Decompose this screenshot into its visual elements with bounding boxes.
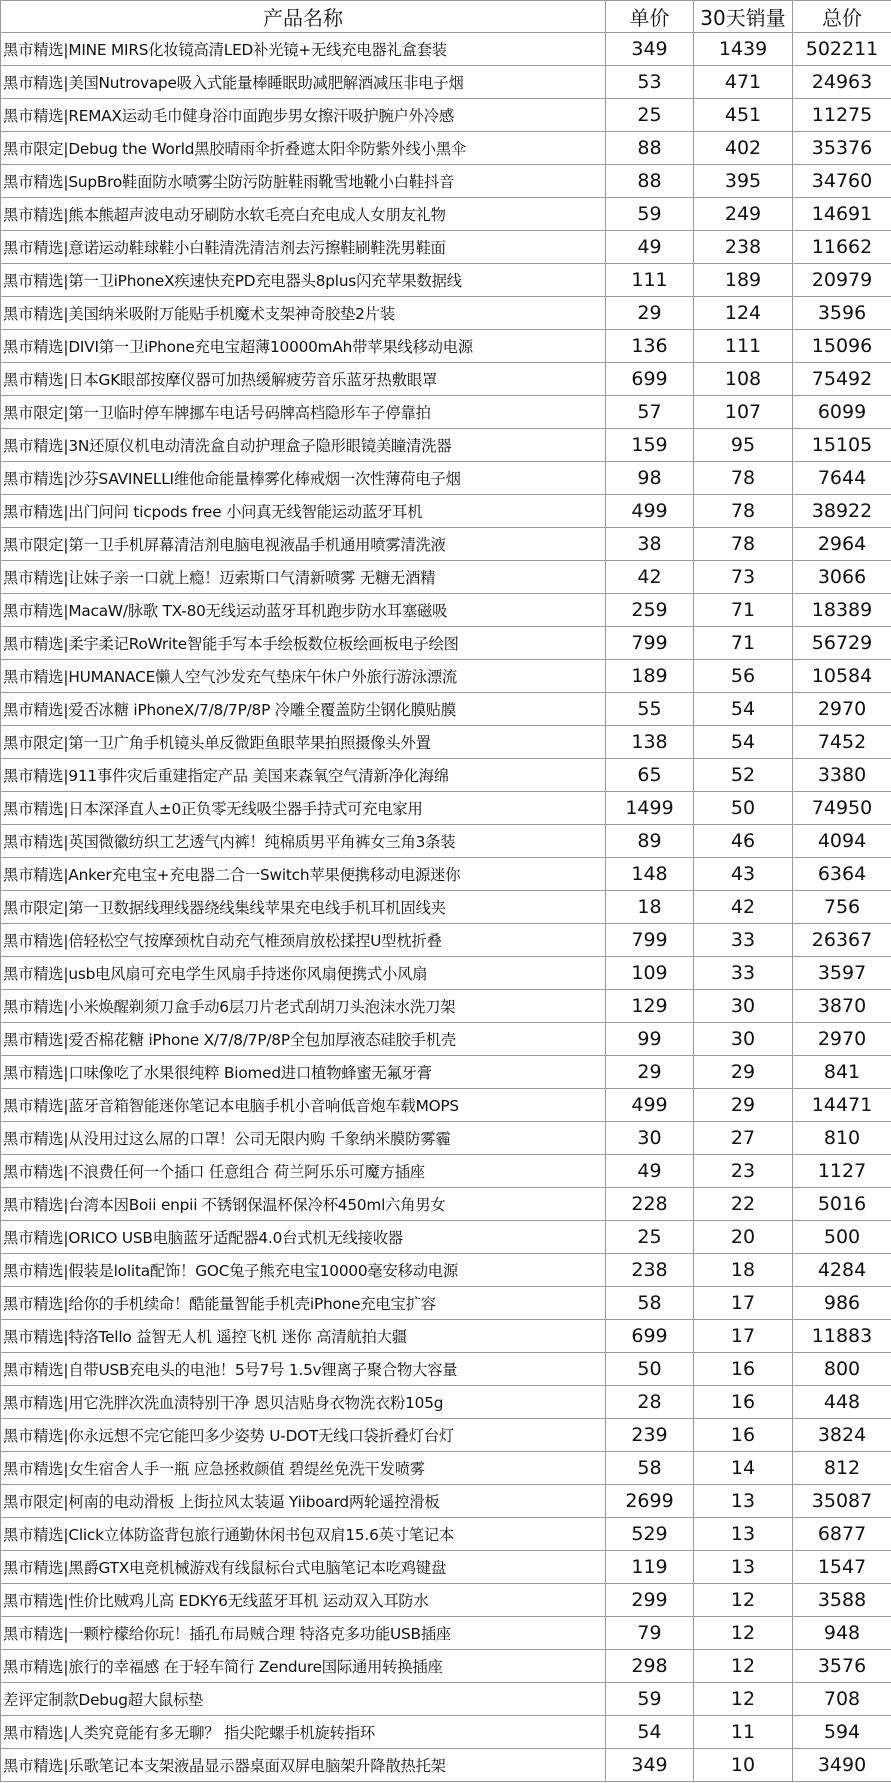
table-row [1,957,891,990]
unit-price-cell: 53 [606,66,694,99]
product-name-cell: 黑市精选|你永远想不完它能凹多少姿势 U-DOT无线口袋折叠灯台灯 [1,1419,606,1452]
sales-30d-cell: 42 [694,891,793,924]
sales-30d-cell: 13 [694,1485,793,1518]
product-name-cell: 黑市精选|REMAX运动毛巾健身浴巾面跑步男女擦汗吸护腕户外冷感 [1,99,606,132]
total-price-cell: 841 [793,1056,891,1089]
product-name-cell: 黑市精选|沙芬SAVINELLI维他命能量棒雾化棒戒烟一次性薄荷电子烟 [1,462,606,495]
table-row [1,1716,891,1749]
product-name-cell: 黑市精选|HUMANACE懒人空气沙发充气垫床午休户外旅行游泳漂流 [1,660,606,693]
sales-30d-cell: 12 [694,1683,793,1716]
product-name-cell: 黑市限定|第一卫临时停车牌挪车电话号码牌高档隐形车子停靠拍 [1,396,606,429]
product-name-cell: 黑市精选|Anker充电宝+充电器二合一Switch苹果便携移动电源迷你 [1,858,606,891]
unit-price-cell: 299 [606,1584,694,1617]
unit-price-cell: 50 [606,1353,694,1386]
total-price-cell: 20979 [793,264,891,297]
table-row [1,330,891,363]
product-name-cell: 黑市限定|柯南的电动滑板 上街拉风太装逼 Yiiboard两轮遥控滑板 [1,1485,606,1518]
unit-price-cell: 49 [606,231,694,264]
unit-price-cell: 59 [606,198,694,231]
total-price-cell: 4284 [793,1254,891,1287]
table-row [1,1056,891,1089]
total-price-cell: 24963 [793,66,891,99]
product-name-cell: 黑市精选|不浪费任何一个插口 任意组合 荷兰阿乐乐可魔方插座 [1,1155,606,1188]
product-name-cell: 黑市精选|911事件灾后重建指定产品 美国来森氧空气清新净化海绵 [1,759,606,792]
sales-30d-cell: 1439 [694,33,793,66]
unit-price-cell: 38 [606,528,694,561]
unit-price-cell: 25 [606,99,694,132]
unit-price-cell: 28 [606,1386,694,1419]
sales-30d-cell: 78 [694,495,793,528]
product-name-cell: 黑市精选|英国微徽纺织工艺透气内裤！纯棉质男平角裤女三角3条装 [1,825,606,858]
table-row [1,1650,891,1683]
unit-price-cell: 25 [606,1221,694,1254]
sales-30d-cell: 71 [694,594,793,627]
table-row [1,297,891,330]
total-price-cell: 14471 [793,1089,891,1122]
product-name-cell: 黑市精选|爱否棉花糖 iPhone X/7/8/7P/8P全包加厚液态硅胶手机壳 [1,1023,606,1056]
total-price-cell: 11275 [793,99,891,132]
total-price-cell: 6099 [793,396,891,429]
product-name-cell: 黑市精选|给你的手机续命！酷能量智能手机壳iPhone充电宝扩容 [1,1287,606,1320]
sales-30d-cell: 13 [694,1518,793,1551]
total-price-cell: 812 [793,1452,891,1485]
product-name-cell: 黑市精选|从没用过这么屌的口罩！公司无限内购 千象纳米膜防雾霾 [1,1122,606,1155]
product-name-cell: 黑市精选|让妹子亲一口就上瘾！迈索斯口气清新喷雾 无糖无酒精 [1,561,606,594]
table-row [1,627,891,660]
table-row [1,198,891,231]
unit-price-cell: 259 [606,594,694,627]
sales-30d-cell: 13 [694,1551,793,1584]
total-price-cell: 7644 [793,462,891,495]
product-name-cell: 黑市精选|日本GK眼部按摩仪器可加热缓解疲劳音乐蓝牙热敷眼罩 [1,363,606,396]
table-row [1,495,891,528]
table-row [1,1023,891,1056]
total-price-cell: 1547 [793,1551,891,1584]
total-price-cell: 594 [793,1716,891,1749]
product-name-cell: 黑市精选|假装是lolita配饰！GOC兔子熊充电宝10000毫安移动电源 [1,1254,606,1287]
table-row [1,858,891,891]
table-row [1,759,891,792]
unit-price-cell: 65 [606,759,694,792]
sales-30d-cell: 12 [694,1584,793,1617]
product-name-cell: 黑市精选|用它洗胖次洗血渍特别干净 恩贝洁贴身衣物洗衣粉105g [1,1386,606,1419]
unit-price-cell: 228 [606,1188,694,1221]
product-name-cell: 黑市精选|出门问问 ticpods free 小问真无线智能运动蓝牙耳机 [1,495,606,528]
unit-price-cell: 148 [606,858,694,891]
table-row [1,1221,891,1254]
total-price-cell: 986 [793,1287,891,1320]
total-price-cell: 3588 [793,1584,891,1617]
table-body [1,33,891,1782]
table-row [1,33,891,66]
sales-30d-cell: 56 [694,660,793,693]
table-row [1,594,891,627]
table-row [1,231,891,264]
sales-30d-cell: 402 [694,132,793,165]
sales-30d-cell: 16 [694,1353,793,1386]
product-name-cell: 黑市精选|旅行的幸福感 在于轻车简行 Zendure国际通用转换插座 [1,1650,606,1683]
sales-30d-cell: 22 [694,1188,793,1221]
header-name: 产品名称 [1,1,606,33]
table-row [1,561,891,594]
unit-price-cell: 699 [606,1320,694,1353]
product-name-cell: 黑市精选|3N还原仪机电动清洗盒自动护理盒子隐形眼镜美瞳清洗器 [1,429,606,462]
sales-30d-cell: 16 [694,1386,793,1419]
sales-30d-cell: 54 [694,726,793,759]
sales-30d-cell: 50 [694,792,793,825]
total-price-cell: 448 [793,1386,891,1419]
table-row [1,264,891,297]
sales-30d-cell: 78 [694,462,793,495]
table-row [1,1386,891,1419]
sales-30d-cell: 11 [694,1716,793,1749]
unit-price-cell: 111 [606,264,694,297]
total-price-cell: 2964 [793,528,891,561]
unit-price-cell: 49 [606,1155,694,1188]
unit-price-cell: 57 [606,396,694,429]
product-name-cell: 黑市精选|SupBro鞋面防水喷雾尘防污防脏鞋雨靴雪地靴小白鞋抖音 [1,165,606,198]
product-name-cell: 黑市精选|性价比贼鸡儿高 EDKY6无线蓝牙耳机 运动双入耳防水 [1,1584,606,1617]
table-row [1,1155,891,1188]
product-name-cell: 黑市限定|Debug the World黑胶晴雨伞折叠遮太阳伞防紫外线小黑伞 [1,132,606,165]
unit-price-cell: 29 [606,1056,694,1089]
total-price-cell: 502211 [793,33,891,66]
product-name-cell: 黑市精选|女生宿舍人手一瓶 应急拯救颜值 碧缇丝免洗干发喷雾 [1,1452,606,1485]
table-row [1,1287,891,1320]
unit-price-cell: 499 [606,1089,694,1122]
total-price-cell: 1127 [793,1155,891,1188]
table-row [1,1254,891,1287]
table-row [1,990,891,1023]
header-total: 总价 [793,1,891,33]
table-row [1,693,891,726]
total-price-cell: 26367 [793,924,891,957]
unit-price-cell: 799 [606,627,694,660]
table-row [1,726,891,759]
sales-30d-cell: 29 [694,1089,793,1122]
product-name-cell: 黑市精选|日本深泽直人±0正负零无线吸尘器手持式可充电家用 [1,792,606,825]
sales-30d-cell: 249 [694,198,793,231]
product-name-cell: 黑市限定|第一卫数据线理线器绕线集线苹果充电线手机耳机固线夹 [1,891,606,924]
sales-30d-cell: 54 [694,693,793,726]
product-name-cell: 黑市精选|第一卫iPhoneX疾速快充PD充电器头8plus闪充苹果数据线 [1,264,606,297]
unit-price-cell: 129 [606,990,694,1023]
table-row [1,660,891,693]
unit-price-cell: 58 [606,1452,694,1485]
sales-30d-cell: 451 [694,99,793,132]
total-price-cell: 3576 [793,1650,891,1683]
total-price-cell: 15105 [793,429,891,462]
unit-price-cell: 109 [606,957,694,990]
unit-price-cell: 159 [606,429,694,462]
product-name-cell: 黑市精选|一颗柠檬给你玩！插孔布局贼合理 特洛克多功能USB插座 [1,1617,606,1650]
total-price-cell: 3380 [793,759,891,792]
table-row [1,1485,891,1518]
total-price-cell: 75492 [793,363,891,396]
unit-price-cell: 88 [606,165,694,198]
unit-price-cell: 88 [606,132,694,165]
total-price-cell: 5016 [793,1188,891,1221]
product-name-cell: 黑市精选|人类究竟能有多无聊？ 指尖陀螺手机旋转指环 [1,1716,606,1749]
sales-30d-cell: 33 [694,924,793,957]
unit-price-cell: 699 [606,363,694,396]
unit-price-cell: 239 [606,1419,694,1452]
product-name-cell: 黑市精选|熊本熊超声波电动牙刷防水软毛亮白充电成人女朋友礼物 [1,198,606,231]
product-name-cell: 黑市精选|口味像吃了水果很纯粹 Biomed进口植物蜂蜜无氟牙膏 [1,1056,606,1089]
product-name-cell: 黑市精选|自带USB充电头的电池！5号7号 1.5v锂离子聚合物大容量 [1,1353,606,1386]
total-price-cell: 7452 [793,726,891,759]
sales-30d-cell: 17 [694,1320,793,1353]
table-row [1,1584,891,1617]
total-price-cell: 6877 [793,1518,891,1551]
table-row [1,792,891,825]
product-name-cell: 黑市精选|柔宇柔记RoWrite智能手写本手绘板数位板绘画板电子绘图 [1,627,606,660]
sales-30d-cell: 29 [694,1056,793,1089]
table-row [1,429,891,462]
sales-30d-cell: 16 [694,1419,793,1452]
total-price-cell: 38922 [793,495,891,528]
sales-30d-cell: 395 [694,165,793,198]
total-price-cell: 10584 [793,660,891,693]
unit-price-cell: 799 [606,924,694,957]
total-price-cell: 35376 [793,132,891,165]
total-price-cell: 3066 [793,561,891,594]
unit-price-cell: 138 [606,726,694,759]
unit-price-cell: 529 [606,1518,694,1551]
total-price-cell: 2970 [793,693,891,726]
sales-30d-cell: 73 [694,561,793,594]
product-name-cell: 黑市精选|MacaW/脉歌 TX-80无线运动蓝牙耳机跑步防水耳塞磁吸 [1,594,606,627]
product-name-cell: 黑市精选|倍轻松空气按摩颈枕自动充气椎颈肩放松揉捏U型枕折叠 [1,924,606,957]
sales-30d-cell: 30 [694,990,793,1023]
table-row [1,1749,891,1782]
unit-price-cell: 349 [606,1749,694,1782]
sales-30d-cell: 23 [694,1155,793,1188]
total-price-cell: 14691 [793,198,891,231]
unit-price-cell: 42 [606,561,694,594]
total-price-cell: 15096 [793,330,891,363]
product-name-cell: 黑市精选|黑爵GTX电竞机械游戏有线鼠标台式电脑笔记本吃鸡键盘 [1,1551,606,1584]
unit-price-cell: 1499 [606,792,694,825]
unit-price-cell: 30 [606,1122,694,1155]
unit-price-cell: 98 [606,462,694,495]
product-name-cell: 黑市精选|MINE MIRS化妆镜高清LED补光镜+无线充电器礼盒套装 [1,33,606,66]
sales-30d-cell: 124 [694,297,793,330]
total-price-cell: 4094 [793,825,891,858]
product-name-cell: 黑市精选|爱否冰糖 iPhoneX/7/8/7P/8P 冷雕全覆盖防尘钢化膜贴膜 [1,693,606,726]
total-price-cell: 3490 [793,1749,891,1782]
header-sales: 30天销量 [694,1,793,33]
sales-30d-cell: 18 [694,1254,793,1287]
table-row [1,1320,891,1353]
unit-price-cell: 238 [606,1254,694,1287]
sales-30d-cell: 52 [694,759,793,792]
unit-price-cell: 89 [606,825,694,858]
table-row [1,891,891,924]
table-row [1,396,891,429]
product-name-cell: 黑市精选|意诺运动鞋球鞋小白鞋清洗清洁剂去污擦鞋刷鞋洗男鞋面 [1,231,606,264]
table-row [1,1452,891,1485]
sales-30d-cell: 238 [694,231,793,264]
table-row [1,1122,891,1155]
unit-price-cell: 349 [606,33,694,66]
product-name-cell: 黑市精选|Click立体防盗背包旅行通勤休闲书包双肩15.6英寸笔记本 [1,1518,606,1551]
product-name-cell: 差评定制款Debug超大鼠标垫 [1,1683,606,1716]
unit-price-cell: 99 [606,1023,694,1056]
total-price-cell: 810 [793,1122,891,1155]
total-price-cell: 34760 [793,165,891,198]
unit-price-cell: 2699 [606,1485,694,1518]
product-name-cell: 黑市精选|特洛Tello 益智无人机 遥控飞机 迷你 高清航拍大疆 [1,1320,606,1353]
total-price-cell: 56729 [793,627,891,660]
product-name-cell: 黑市精选|ORICO USB电脑蓝牙适配器4.0台式机无线接收器 [1,1221,606,1254]
total-price-cell: 800 [793,1353,891,1386]
unit-price-cell: 298 [606,1650,694,1683]
table-row [1,363,891,396]
product-name-cell: 黑市精选|DIVI第一卫iPhone充电宝超薄10000mAh带苹果线移动电源 [1,330,606,363]
product-name-cell: 黑市精选|蓝牙音箱智能迷你笔记本电脑手机小音响低音炮车载MOPS [1,1089,606,1122]
total-price-cell: 74950 [793,792,891,825]
total-price-cell: 2970 [793,1023,891,1056]
total-price-cell: 500 [793,1221,891,1254]
table-row [1,1617,891,1650]
sales-30d-cell: 17 [694,1287,793,1320]
unit-price-cell: 54 [606,1716,694,1749]
sales-30d-cell: 14 [694,1452,793,1485]
sales-30d-cell: 46 [694,825,793,858]
total-price-cell: 3870 [793,990,891,1023]
total-price-cell: 756 [793,891,891,924]
table-row [1,924,891,957]
sales-30d-cell: 189 [694,264,793,297]
unit-price-cell: 499 [606,495,694,528]
total-price-cell: 3597 [793,957,891,990]
table-row [1,1419,891,1452]
table-row [1,132,891,165]
table-row [1,1089,891,1122]
table-row [1,66,891,99]
unit-price-cell: 189 [606,660,694,693]
product-name-cell: 黑市精选|台湾本因Boii enpii 不锈钢保温杯保冷杯450ml六角男女 [1,1188,606,1221]
unit-price-cell: 136 [606,330,694,363]
unit-price-cell: 59 [606,1683,694,1716]
table-row [1,1188,891,1221]
header-price: 单价 [606,1,694,33]
sales-30d-cell: 10 [694,1749,793,1782]
product-name-cell: 黑市精选|美国Nutrovape吸入式能量棒睡眠助减肥解酒减压非电子烟 [1,66,606,99]
sales-30d-cell: 27 [694,1122,793,1155]
sales-30d-cell: 20 [694,1221,793,1254]
sales-30d-cell: 12 [694,1617,793,1650]
sales-30d-cell: 43 [694,858,793,891]
header-row [1,1,891,33]
table-row [1,165,891,198]
total-price-cell: 18389 [793,594,891,627]
product-name-cell: 黑市精选|小米焕醒剃须刀盒手动6层刀片老式刮胡刀头泡沫水洗刀架 [1,990,606,1023]
total-price-cell: 708 [793,1683,891,1716]
unit-price-cell: 119 [606,1551,694,1584]
sales-30d-cell: 30 [694,1023,793,1056]
total-price-cell: 3596 [793,297,891,330]
product-name-cell: 黑市限定|第一卫广角手机镜头单反微距鱼眼苹果拍照摄像头外置 [1,726,606,759]
product-name-cell: 黑市精选|usb电风扇可充电学生风扇手持迷你风扇便携式小风扇 [1,957,606,990]
sales-30d-cell: 108 [694,363,793,396]
table-row [1,1683,891,1716]
product-name-cell: 黑市精选|乐歌笔记本支架液晶显示器桌面双屏电脑架升降散热托架 [1,1749,606,1782]
unit-price-cell: 18 [606,891,694,924]
total-price-cell: 3824 [793,1419,891,1452]
sales-30d-cell: 78 [694,528,793,561]
table-row [1,462,891,495]
table-row [1,528,891,561]
unit-price-cell: 58 [606,1287,694,1320]
sales-30d-cell: 471 [694,66,793,99]
table-row [1,1518,891,1551]
total-price-cell: 11883 [793,1320,891,1353]
table-row [1,1353,891,1386]
total-price-cell: 948 [793,1617,891,1650]
total-price-cell: 6364 [793,858,891,891]
sales-30d-cell: 12 [694,1650,793,1683]
sales-30d-cell: 71 [694,627,793,660]
product-name-cell: 黑市精选|美国纳米吸附万能贴手机魔术支架神奇胶垫2片装 [1,297,606,330]
sales-30d-cell: 95 [694,429,793,462]
unit-price-cell: 55 [606,693,694,726]
product-name-cell: 黑市限定|第一卫手机屏幕清洁剂电脑电视液晶手机通用喷雾清洗液 [1,528,606,561]
table-row [1,99,891,132]
total-price-cell: 11662 [793,231,891,264]
total-price-cell: 35087 [793,1485,891,1518]
table-row [1,825,891,858]
sales-30d-cell: 33 [694,957,793,990]
sales-30d-cell: 107 [694,396,793,429]
sales-30d-cell: 111 [694,330,793,363]
unit-price-cell: 79 [606,1617,694,1650]
table-row [1,1551,891,1584]
unit-price-cell: 29 [606,297,694,330]
